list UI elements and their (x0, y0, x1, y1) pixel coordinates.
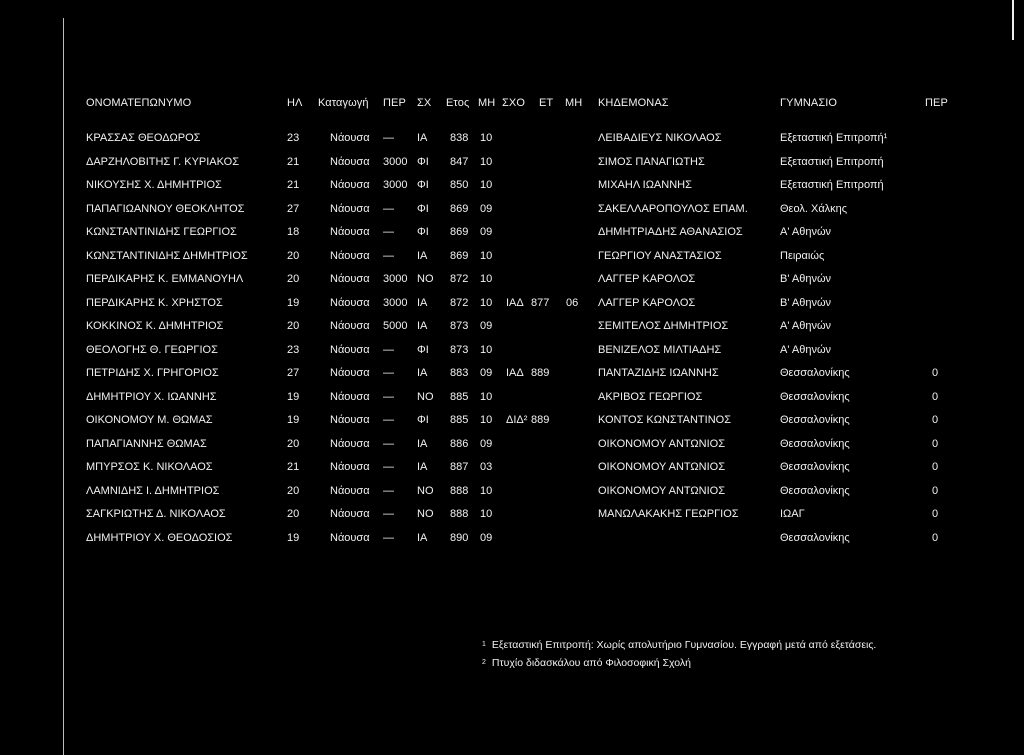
cell-guardian: ΟΙΚΟΝΟΜΟΥ ΑΝΤΩΝΙΟΣ (598, 461, 725, 473)
cell-school: Θεσσαλονίκης (780, 414, 850, 426)
cell-per2: 0 (932, 531, 939, 544)
footnotes (482, 636, 876, 672)
cell-school: Θεσσαλονίκης (780, 367, 850, 379)
cell-origin: Νάουσα (330, 531, 370, 544)
cell-origin: Νάουσα (330, 132, 370, 144)
cell-guardian: ΛΕΙΒΑΔΙΕΥΣ ΝΙΚΟΛΑΟΣ (598, 132, 722, 144)
cell-origin: Νάουσα (330, 461, 370, 473)
cell-school: Θεσσαλονίκης (780, 390, 850, 403)
footnote-1 (482, 636, 876, 654)
table-row (0, 391, 1024, 405)
footnote-mark: 2 (482, 659, 486, 666)
cell-school: ΙΩΑΓ (780, 508, 805, 520)
col-per-header: ΠΕΡ (383, 97, 406, 109)
footnote-2 (482, 654, 876, 672)
cell-name: ΚΟΚΚΙΝΟΣ Κ. ΔΗΜΗΤΡΙΟΣ (86, 320, 224, 332)
cell-school: Α' Αθηνών (780, 226, 832, 238)
cell-sch: ΙΑ (417, 249, 428, 262)
cell-sch: ΙΑ (417, 132, 428, 144)
cell-school: Εξεταστική Επιτροπή¹ (780, 132, 888, 144)
cell-per2: 0 (932, 508, 939, 520)
cell-sch: ΦΙ (417, 155, 429, 168)
cell-name: ΠΕΤΡΙΔΗΣ Χ. ΓΡΗΓΟΡΙΟΣ (86, 367, 219, 379)
cell-name: ΠΑΠΑΓΙΑΝΝΗΣ ΘΩΜΑΣ (86, 437, 207, 450)
cell-mh: 10 (480, 484, 493, 497)
cell-year: 847 (450, 155, 469, 168)
cell-per: 3000 (383, 179, 408, 191)
table-row (0, 156, 1024, 170)
cell-age: 19 (287, 531, 300, 544)
cell-year: 869 (450, 202, 469, 215)
cell-origin: Νάουσα (330, 249, 370, 262)
cell-mh: 09 (480, 367, 493, 379)
cell-name: ΚΩΝΣΤΑΝΤΙΝΙΔΗΣ ΔΗΜΗΤΡΙΟΣ (86, 249, 248, 262)
cell-per: 3000 (383, 155, 408, 168)
cell-mh: 10 (480, 179, 493, 191)
cell-age: 21 (287, 461, 300, 473)
cell-mh: 10 (480, 249, 493, 262)
cell-age: 20 (287, 320, 300, 332)
col-et-header: ΕΤ (539, 97, 554, 109)
cell-origin: Νάουσα (330, 296, 370, 309)
col-per2-header: ΠΕΡ (925, 97, 948, 109)
cell-sch: ΦΙ (417, 343, 429, 356)
cell-school: Β' Αθηνών (780, 273, 832, 285)
cell-year: 872 (450, 296, 469, 309)
cell-per2: 0 (932, 390, 939, 403)
cell-per2: 0 (932, 414, 939, 426)
cell-name: ΔΗΜΗΤΡΙΟΥ Χ. ΙΩΑΝΝΗΣ (86, 390, 217, 403)
cell-mh: 09 (480, 531, 493, 544)
footnote-text: Εξεταστική Επιτροπή: Χωρίς απολυτήριο Γυμνασίου. Εγγραφή μετά από εξετάσεις. (491, 639, 877, 651)
cell-year: 888 (450, 508, 469, 520)
cell-origin: Νάουσα (330, 179, 370, 191)
cell-age: 19 (287, 390, 300, 403)
cell-sch: ΙΑ (417, 531, 428, 544)
cell-origin: Νάουσα (330, 437, 370, 450)
cell-name: ΜΠΥΡΣΟΣ Κ. ΝΙΚΟΛΑΟΣ (86, 461, 213, 473)
cell-name: ΘΕΟΛΟΓΗΣ Θ. ΓΕΩΡΓΙΟΣ (86, 343, 218, 356)
cell-sch: ΙΑ (417, 367, 428, 379)
col-sch-header: ΣΧ (417, 97, 432, 109)
table-row (0, 367, 1024, 381)
cell-per2: 0 (932, 437, 939, 450)
cell-mh2: 06 (566, 296, 579, 309)
cell-year: 838 (450, 132, 469, 144)
cell-year: 869 (450, 249, 469, 262)
cell-name: ΔΗΜΗΤΡΙΟΥ Χ. ΘΕΟΔΟΣΙΟΣ (86, 531, 233, 544)
col-sxo-header: ΣΧΟ (502, 97, 525, 109)
cell-guardian: ΛΑΓΓΕΡ ΚΑΡΟΛΟΣ (598, 296, 696, 309)
cell-et: 877 (531, 296, 550, 309)
cell-origin: Νάουσα (330, 320, 370, 332)
cell-mh: 10 (480, 296, 493, 309)
cell-year: 885 (450, 390, 469, 403)
cell-sch: ΝΟ (417, 484, 434, 497)
cell-school: Θεολ. Χάλκης (780, 202, 848, 215)
cell-school: Θεσσαλονίκης (780, 484, 850, 497)
cell-mh: 09 (480, 226, 493, 238)
cell-sch: ΦΙ (417, 226, 429, 238)
cell-per: 5000 (383, 320, 408, 332)
cell-guardian: ΛΑΓΓΕΡ ΚΑΡΟΛΟΣ (598, 273, 696, 285)
cell-sxo: ΙΑΔ (506, 367, 524, 379)
cell-year: 888 (450, 484, 469, 497)
cell-school: Θεσσαλονίκης (780, 461, 850, 473)
cell-mh: 03 (480, 461, 493, 473)
cell-per: — (383, 414, 394, 426)
cell-per: — (383, 249, 394, 262)
footnote-text: Πτυχίο διδασκάλου από Φιλοσοφική Σχολή (491, 657, 691, 669)
cell-school: Εξεταστική Επιτροπή (780, 155, 884, 168)
cell-per: — (383, 390, 394, 403)
cell-guardian: ΟΙΚΟΝΟΜΟΥ ΑΝΤΩΝΙΟΣ (598, 484, 725, 497)
cell-origin: Νάουσα (330, 155, 370, 168)
cell-name: ΛΑΜΝΙΔΗΣ Ι. ΔΗΜΗΤΡΙΟΣ (86, 484, 220, 497)
cell-name: ΠΕΡΔΙΚΑΡΗΣ Κ. ΕΜΜΑΝΟΥΗΛ (86, 273, 244, 285)
cell-mh: 10 (480, 343, 493, 356)
cell-sch: ΦΙ (417, 179, 429, 191)
cell-age: 27 (287, 367, 300, 379)
cell-guardian: ΜΙΧΑΗΛ ΙΩΑΝΝΗΣ (598, 179, 692, 191)
cell-per: — (383, 202, 394, 215)
cell-per2: 0 (932, 461, 939, 473)
cell-mh: 09 (480, 202, 493, 215)
cell-age: 20 (287, 273, 300, 285)
col-name-header: ΟΝΟΜΑΤΕΠΩΝΥΜΟ (86, 97, 192, 109)
table-row (0, 179, 1024, 193)
col-mh-header: ΜΗ (478, 97, 496, 109)
table-row (0, 226, 1024, 240)
cell-origin: Νάουσα (330, 226, 370, 238)
cell-age: 20 (287, 249, 300, 262)
cell-name: ΠΑΠΑΓΙΩΑΝΝΟΥ ΘΕΟΚΛΗΤΟΣ (86, 202, 245, 215)
cell-year: 873 (450, 343, 469, 356)
cell-school: Β' Αθηνών (780, 296, 832, 309)
col-mh2-header: ΜΗ (565, 97, 583, 109)
cell-per: — (383, 531, 394, 544)
table-row (0, 414, 1024, 428)
table-row (0, 508, 1024, 522)
cell-guardian: ΠΑΝΤΑΖΙΔΗΣ ΙΩΑΝΝΗΣ (598, 367, 719, 379)
cell-name: ΔΑΡΖΗΛΟΒΙΤΗΣ Γ. ΚΥΡΙΑΚΟΣ (86, 155, 239, 168)
cell-mh: 10 (480, 508, 493, 520)
cell-per: — (383, 132, 394, 144)
cell-school: Α' Αθηνών (780, 343, 832, 356)
cell-year: 869 (450, 226, 469, 238)
cell-per: 3000 (383, 273, 408, 285)
cell-guardian: ΣΙΜΟΣ ΠΑΝΑΓΙΩΤΗΣ (598, 155, 705, 168)
cell-sch: ΝΟ (417, 390, 434, 403)
col-school-header: ΓΥΜΝΑΣΙΟ (780, 97, 838, 109)
cell-et: 889 (531, 367, 550, 379)
cell-origin: Νάουσα (330, 367, 370, 379)
cell-age: 19 (287, 414, 300, 426)
cell-school: Πειραιώς (780, 249, 825, 262)
table-row (0, 320, 1024, 334)
cell-guardian: ΒΕΝΙΖΕΛΟΣ ΜΙΛΤΙΑΔΗΣ (598, 343, 722, 356)
cell-sch: ΝΟ (417, 273, 434, 285)
col-year-header: Ετος (446, 97, 470, 109)
table-row (0, 461, 1024, 475)
cell-origin: Νάουσα (330, 273, 370, 285)
cell-per: 3000 (383, 296, 408, 309)
cell-mh: 09 (480, 320, 493, 332)
cell-age: 21 (287, 155, 300, 168)
cell-school: Εξεταστική Επιτροπή (780, 179, 884, 191)
cell-name: ΠΕΡΔΙΚΑΡΗΣ Κ. ΧΡΗΣΤΟΣ (86, 296, 223, 309)
table-row (0, 132, 1024, 146)
cell-origin: Νάουσα (330, 343, 370, 356)
cell-origin: Νάουσα (330, 390, 370, 403)
table-row (0, 297, 1024, 311)
cell-age: 21 (287, 179, 300, 191)
cell-origin: Νάουσα (330, 508, 370, 520)
cell-mh: 10 (480, 155, 493, 168)
cell-per: — (383, 484, 394, 497)
cell-per: — (383, 437, 394, 450)
cell-name: ΝΙΚΟΥΣΗΣ Χ. ΔΗΜΗΤΡΙΟΣ (86, 179, 222, 191)
cell-sch: ΦΙ (417, 414, 429, 426)
cell-school: Α' Αθηνών (780, 320, 832, 332)
cell-guardian: ΓΕΩΡΓΙΟΥ ΑΝΑΣΤΑΣΙΟΣ (598, 249, 722, 262)
cell-age: 18 (287, 226, 300, 238)
cell-per2: 0 (932, 367, 939, 379)
col-age-header: ΗΛ (287, 97, 303, 109)
cell-age: 23 (287, 343, 300, 356)
cell-year: 850 (450, 179, 469, 191)
col-guardian-header: ΚΗΔΕΜΟΝΑΣ (598, 97, 669, 109)
cell-mh: 10 (480, 273, 493, 285)
cell-sch: ΙΑ (417, 320, 428, 332)
table-header (0, 97, 1024, 111)
cell-guardian: ΣΑΚΕΛΛΑΡΟΠΟΥΛΟΣ ΕΠΑΜ. (598, 202, 748, 215)
cell-age: 19 (287, 296, 300, 309)
cell-per2: 0 (932, 484, 939, 497)
cell-sxo: ΙΑΔ (506, 296, 524, 309)
cell-year: 890 (450, 531, 469, 544)
cell-per: — (383, 343, 394, 356)
cell-year: 883 (450, 367, 469, 379)
cell-sch: ΙΑ (417, 461, 428, 473)
cell-age: 20 (287, 437, 300, 450)
cell-per: — (383, 367, 394, 379)
cell-mh: 10 (480, 132, 493, 144)
cell-guardian: ΑΚΡΙΒΟΣ ΓΕΩΡΓΙΟΣ (598, 390, 703, 403)
cell-per: — (383, 226, 394, 238)
cell-per: — (383, 461, 394, 473)
cell-age: 27 (287, 202, 300, 215)
cell-sch: ΦΙ (417, 202, 429, 215)
cell-year: 872 (450, 273, 469, 285)
cell-school: Θεσσαλονίκης (780, 531, 850, 544)
cell-sch: ΙΑ (417, 437, 428, 450)
cell-sch: ΙΑ (417, 296, 428, 309)
cell-name: ΣΑΓΚΡΙΩΤΗΣ Δ. ΝΙΚΟΛΑΟΣ (86, 508, 226, 520)
table-row (0, 485, 1024, 499)
cell-origin: Νάουσα (330, 202, 370, 215)
table-row (0, 250, 1024, 264)
left-margin-line (63, 18, 64, 755)
cell-name: ΚΡΑΣΣΑΣ ΘΕΟΔΩΡΟΣ (86, 132, 201, 144)
cell-name: ΚΩΝΣΤΑΝΤΙΝΙΔΗΣ ΓΕΩΡΓΙΟΣ (86, 226, 237, 238)
table-row (0, 532, 1024, 546)
cell-year: 887 (450, 461, 469, 473)
cell-mh: 10 (480, 414, 493, 426)
cell-mh: 10 (480, 390, 493, 403)
cell-mh: 09 (480, 437, 493, 450)
cell-per: — (383, 508, 394, 520)
cell-et: 889 (531, 414, 550, 426)
cell-age: 20 (287, 508, 300, 520)
cell-year: 886 (450, 437, 469, 450)
cell-year: 885 (450, 414, 469, 426)
footnote-mark: 1 (482, 641, 486, 648)
table-row (0, 344, 1024, 358)
top-right-mark (1012, 0, 1014, 40)
table-row (0, 203, 1024, 217)
table-row (0, 438, 1024, 452)
cell-guardian: ΣΕΜΙΤΕΛΟΣ ΔΗΜΗΤΡΙΟΣ (598, 320, 729, 332)
cell-guardian: ΟΙΚΟΝΟΜΟΥ ΑΝΤΩΝΙΟΣ (598, 437, 725, 450)
table-row (0, 273, 1024, 287)
cell-school: Θεσσαλονίκης (780, 437, 850, 450)
cell-name: ΟΙΚΟΝΟΜΟΥ Μ. ΘΩΜΑΣ (86, 414, 213, 426)
cell-year: 873 (450, 320, 469, 332)
cell-sch: ΝΟ (417, 508, 434, 520)
cell-sxo: ΔΙΔ² (506, 414, 528, 426)
col-origin-header: Καταγωγή (318, 97, 369, 109)
cell-guardian: ΔΗΜΗΤΡΙΑΔΗΣ ΑΘΑΝΑΣΙΟΣ (598, 226, 743, 238)
cell-origin: Νάουσα (330, 414, 370, 426)
cell-age: 23 (287, 132, 300, 144)
cell-age: 20 (287, 484, 300, 497)
cell-guardian: ΜΑΝΩΛΑΚΑΚΗΣ ΓΕΩΡΓΙΟΣ (598, 508, 739, 520)
cell-guardian: ΚΟΝΤΟΣ ΚΩΝΣΤΑΝΤΙΝΟΣ (598, 414, 731, 426)
cell-origin: Νάουσα (330, 484, 370, 497)
